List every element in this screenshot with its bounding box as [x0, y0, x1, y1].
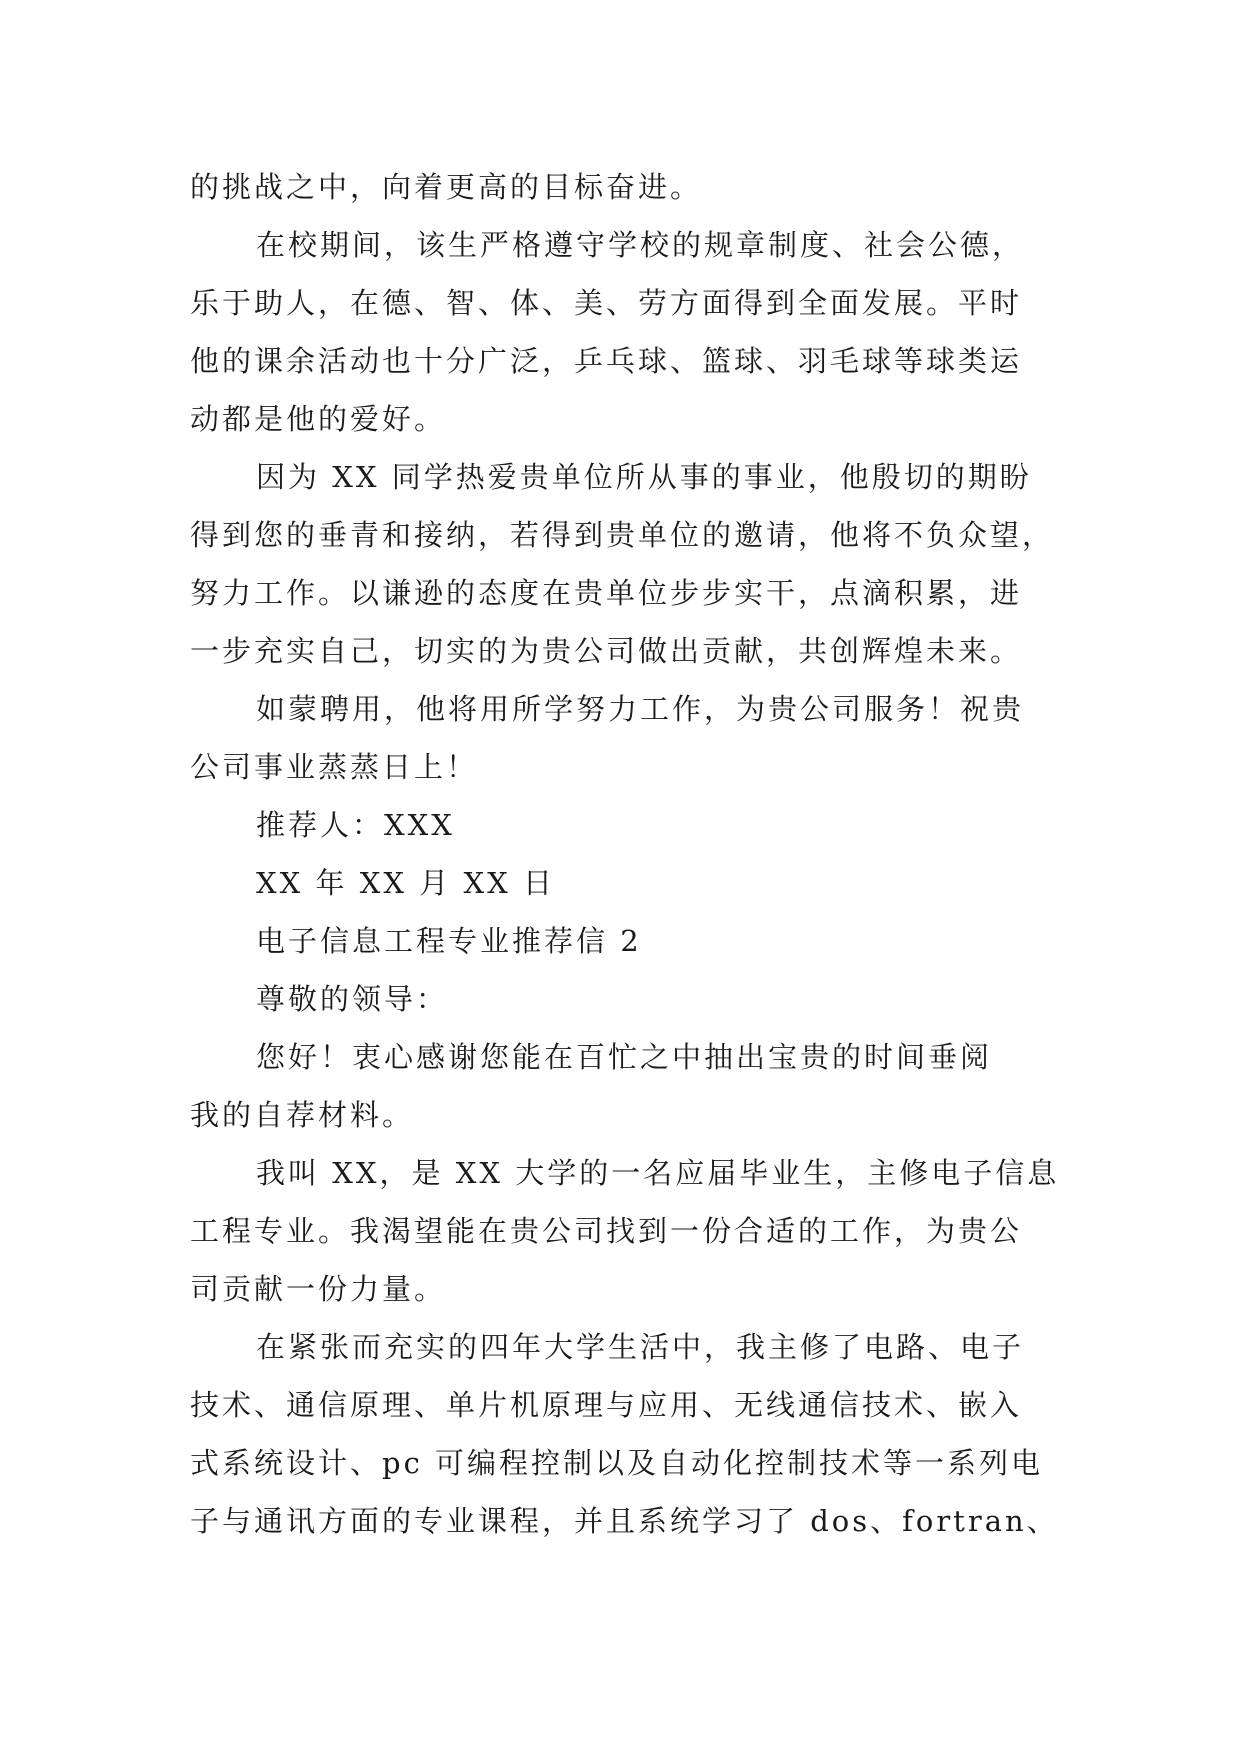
document-line: 我的自荐材料。 — [190, 1098, 415, 1132]
document-line: 得到您的垂青和接纳，若得到贵单位的邀请，他将不负众望， — [190, 518, 1055, 552]
document-line: 式系统设计、pc 可编程控制以及自动化控制技术等一系列电 — [190, 1446, 1044, 1480]
document-line: 工程专业。我渴望能在贵公司找到一份合适的工作，为贵公 — [190, 1214, 1023, 1248]
document-line: 动都是他的爱好。 — [190, 402, 447, 436]
document-line: 电子信息工程专业推荐信 2 — [256, 924, 642, 958]
document-line: 努力工作。以谦逊的态度在贵单位步步实干，点滴积累，进 — [190, 576, 1023, 610]
document-line: 子与通讯方面的专业课程，并且系统学习了 dos、fortran、 — [190, 1504, 1059, 1538]
document-line: 技术、通信原理、单片机原理与应用、无线通信技术、嵌入 — [190, 1388, 1023, 1422]
document-line: 尊敬的领导： — [256, 982, 449, 1016]
document-line: XX 年 XX 月 XX 日 — [256, 866, 555, 900]
document-line: 公司事业蒸蒸日上！ — [190, 750, 479, 784]
document-line: 司贡献一份力量。 — [190, 1272, 447, 1306]
document-line: 推荐人：XXX — [256, 808, 455, 842]
document-line: 因为 XX 同学热爱贵单位所从事的事业，他殷切的期盼 — [256, 460, 1032, 494]
document-line: 您好！衷心感谢您能在百忙之中抽出宝贵的时间垂阅 — [256, 1040, 993, 1074]
document-line: 的挑战之中，向着更高的目标奋进。 — [190, 170, 703, 204]
document-line: 在紧张而充实的四年大学生活中，我主修了电路、电子 — [256, 1330, 1025, 1364]
document-line: 在校期间，该生严格遵守学校的规章制度、社会公德， — [256, 228, 1025, 262]
document-line: 我叫 XX，是 XX 大学的一名应届毕业生，主修电子信息 — [256, 1156, 1060, 1190]
document-line: 一步充实自己，切实的为贵公司做出贡献，共创辉煌未来。 — [190, 634, 1023, 668]
document-body — [190, 158, 1070, 1550]
document-line: 如蒙聘用，他将用所学努力工作，为贵公司服务！祝贵 — [256, 692, 1025, 726]
document-line: 乐于助人，在德、智、体、美、劳方面得到全面发展。平时 — [190, 286, 1023, 320]
document-line: 他的课余活动也十分广泛，乒乓球、篮球、羽毛球等球类运 — [190, 344, 1023, 378]
